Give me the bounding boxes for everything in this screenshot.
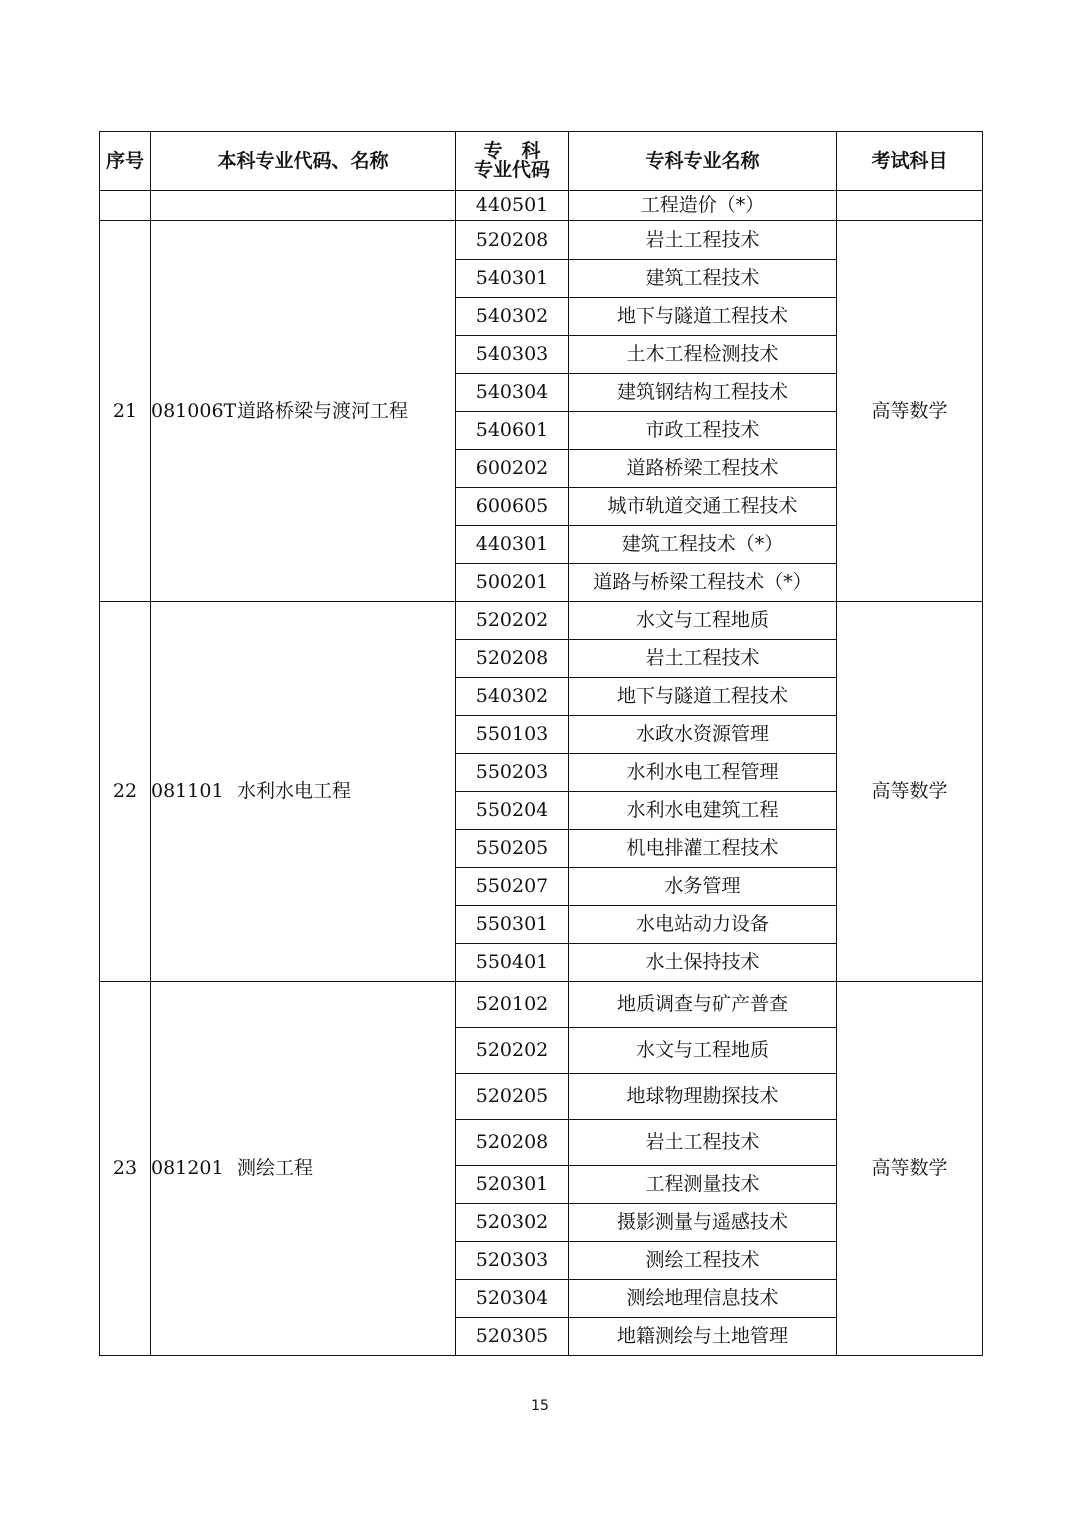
specialty-name-cell: 测绘工程技术 (569, 1242, 837, 1280)
specialty-name-cell: 摄影测量与遥感技术 (569, 1204, 837, 1242)
specialty-name-cell: 地下与隧道工程技术 (569, 298, 837, 336)
undergrad-name: 测绘工程 (237, 1157, 314, 1179)
specialty-code-cell: 540302 (456, 678, 569, 716)
specialty-name-cell: 土木工程检测技术 (569, 336, 837, 374)
specialty-name-cell: 建筑工程技术（*） (569, 526, 837, 564)
specialty-name-cell: 城市轨道交通工程技术 (569, 488, 837, 526)
specialty-code-cell: 550203 (456, 754, 569, 792)
undergrad-code: 081201 (151, 1157, 224, 1179)
undergrad-name: 道路桥梁与渡河工程 (237, 399, 409, 422)
specialty-code-cell: 520208 (456, 1120, 569, 1166)
specialty-code-cell: 440301 (456, 526, 569, 564)
specialty-name-cell: 工程测量技术 (569, 1166, 837, 1204)
specialty-name-cell: 地下与隧道工程技术 (569, 678, 837, 716)
specialty-code-cell: 540301 (456, 260, 569, 298)
specialty-name-cell: 水务管理 (569, 868, 837, 906)
specialty-name-cell: 建筑钢结构工程技术 (569, 374, 837, 412)
specialty-code-cell: 550301 (456, 906, 569, 944)
exam-subject-cell: 高等数学 (837, 221, 983, 602)
specialty-code-cell: 540302 (456, 298, 569, 336)
majors-table (99, 131, 983, 1356)
header-undergrad: 本科专业代码、名称 (151, 132, 456, 191)
specialty-code-cell: 540304 (456, 374, 569, 412)
specialty-code-cell: 520205 (456, 1074, 569, 1120)
seq-cell (100, 191, 151, 221)
seq-cell: 23 (100, 982, 151, 1356)
undergrad-code: 081101 (151, 780, 224, 802)
specialty-name-cell: 工程造价（*） (569, 191, 837, 221)
specialty-name-cell: 岩土工程技术 (569, 221, 837, 260)
specialty-code-cell: 520303 (456, 1242, 569, 1280)
table-body (100, 191, 983, 1356)
specialty-name-cell: 市政工程技术 (569, 412, 837, 450)
specialty-code-cell: 520102 (456, 982, 569, 1028)
specialty-name-cell: 地质调查与矿产普查 (569, 982, 837, 1028)
specialty-name-cell: 水文与工程地质 (569, 602, 837, 640)
header-seq: 序号 (100, 132, 151, 191)
header-name: 专科专业名称 (569, 132, 837, 191)
specialty-code-cell: 520305 (456, 1318, 569, 1356)
specialty-name-cell: 岩土工程技术 (569, 1120, 837, 1166)
header-code-line1: 专 科 (483, 140, 541, 162)
specialty-name-cell: 道路与桥梁工程技术（*） (569, 564, 837, 602)
page-number: 15 (531, 1398, 549, 1414)
specialty-name-cell: 水土保持技术 (569, 944, 837, 982)
specialty-code-cell: 520208 (456, 640, 569, 678)
table-header-row (100, 132, 983, 191)
specialty-code-cell: 520304 (456, 1280, 569, 1318)
seq-cell: 21 (100, 221, 151, 602)
specialty-name-cell: 水利水电建筑工程 (569, 792, 837, 830)
specialty-code-cell: 550401 (456, 944, 569, 982)
specialty-name-cell: 水利水电工程管理 (569, 754, 837, 792)
specialty-name-cell: 道路桥梁工程技术 (569, 450, 837, 488)
undergrad-cell (151, 602, 456, 982)
specialty-code-cell: 500201 (456, 564, 569, 602)
specialty-name-cell: 岩土工程技术 (569, 640, 837, 678)
exam-subject-cell (837, 191, 983, 221)
specialty-code-cell: 550205 (456, 830, 569, 868)
specialty-code-cell: 520301 (456, 1166, 569, 1204)
specialty-name-cell: 水文与工程地质 (569, 1028, 837, 1074)
specialty-code-cell: 520208 (456, 221, 569, 260)
specialty-code-cell: 520302 (456, 1204, 569, 1242)
undergrad-name: 水利水电工程 (237, 780, 352, 802)
table-row (100, 191, 983, 221)
specialty-code-cell: 550204 (456, 792, 569, 830)
header-exam: 考试科目 (837, 132, 983, 191)
header-code-line2: 专业代码 (473, 159, 550, 181)
specialty-name-cell: 测绘地理信息技术 (569, 1280, 837, 1318)
specialty-code-cell: 520202 (456, 602, 569, 640)
exam-subject-cell: 高等数学 (837, 602, 983, 982)
specialty-code-cell: 600605 (456, 488, 569, 526)
undergrad-code: 081006T (151, 399, 237, 422)
specialty-code-cell: 550207 (456, 868, 569, 906)
table-row (100, 982, 983, 1028)
table-row (100, 602, 983, 640)
specialty-name-cell: 水政水资源管理 (569, 716, 837, 754)
seq-cell: 22 (100, 602, 151, 982)
specialty-name-cell: 地球物理勘探技术 (569, 1074, 837, 1120)
table-row (100, 221, 983, 260)
specialty-name-cell: 建筑工程技术 (569, 260, 837, 298)
specialty-code-cell: 540303 (456, 336, 569, 374)
specialty-code-cell: 520202 (456, 1028, 569, 1074)
specialty-code-cell: 600202 (456, 450, 569, 488)
specialty-name-cell: 水电站动力设备 (569, 906, 837, 944)
specialty-code-cell: 550103 (456, 716, 569, 754)
specialty-name-cell: 地籍测绘与土地管理 (569, 1318, 837, 1356)
specialty-name-cell: 机电排灌工程技术 (569, 830, 837, 868)
undergrad-cell (151, 191, 456, 221)
undergrad-cell (151, 221, 456, 602)
exam-subject-cell: 高等数学 (837, 982, 983, 1356)
undergrad-cell (151, 982, 456, 1356)
specialty-code-cell: 540601 (456, 412, 569, 450)
header-code (456, 132, 569, 191)
specialty-code-cell: 440501 (456, 191, 569, 221)
